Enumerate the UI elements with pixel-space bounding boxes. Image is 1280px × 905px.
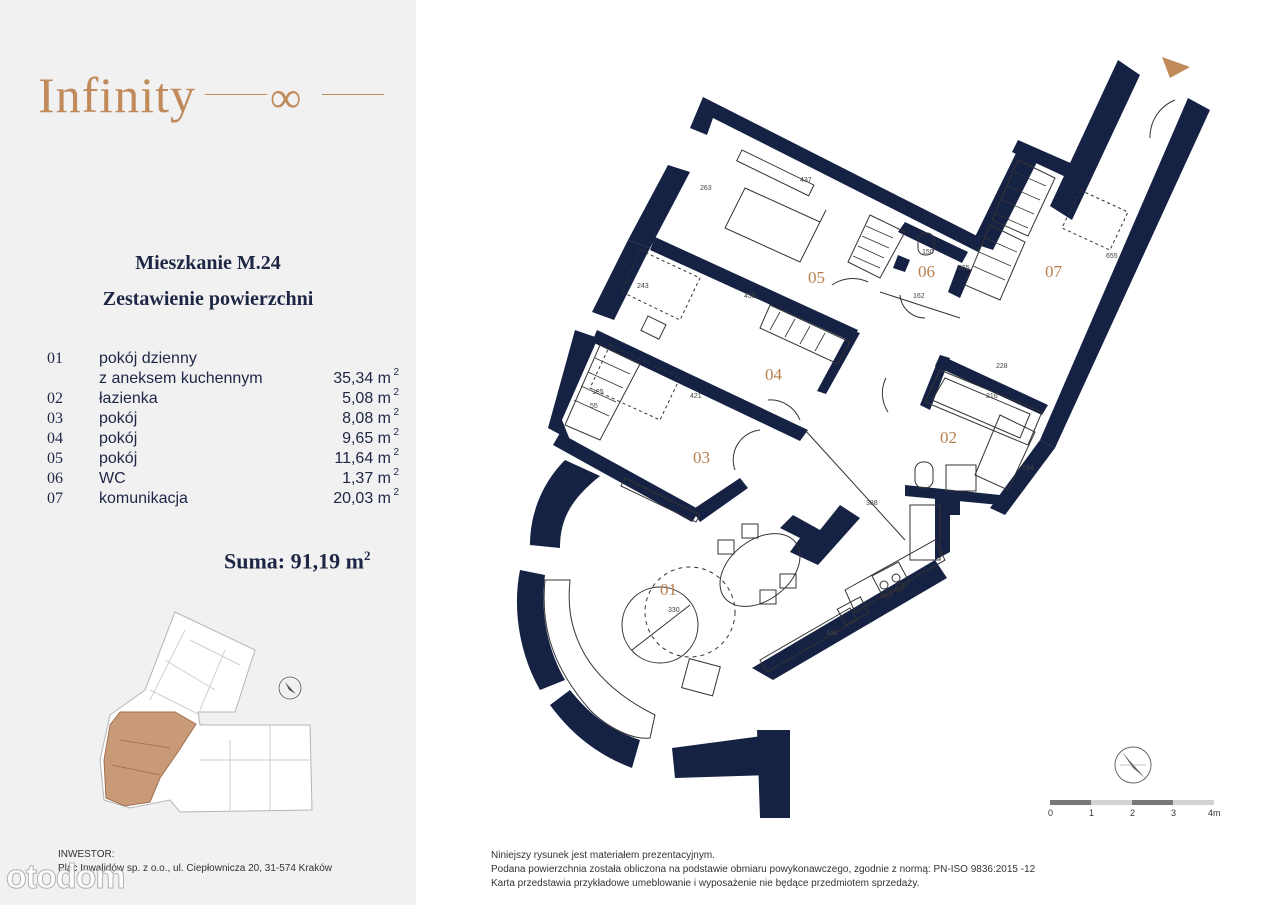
room-number: 03 [47,410,63,427]
svg-text:655: 655 [1106,253,1118,260]
room-name-cont: z aneksem kuchennym [99,370,263,387]
scale-tick: 2 [1130,808,1136,818]
room-name: łazienka [99,390,158,407]
investor-label: INWESTOR: [58,849,115,860]
room-area: 20,03 m 2 [333,487,399,507]
room-label-06: 06 [918,262,935,281]
room-label-05: 05 [808,268,825,287]
room-label-04: 04 [765,365,782,384]
total-area: Suma: 91,19 $m^2$ [224,548,371,574]
room-name: pokój [99,450,138,467]
room-area: 9,65 m 2 [342,427,399,447]
svg-text:228: 228 [996,363,1008,370]
svg-text:162: 162 [913,293,925,300]
room-label-01: 01 [660,580,677,599]
room-number: 05 [47,450,63,467]
svg-text:388: 388 [866,500,878,507]
svg-text:216: 216 [986,393,998,400]
room-number: 02 [47,390,63,407]
room-area: 35,34 m 2 [333,367,399,387]
room-number: 06 [47,470,63,487]
svg-text:435: 435 [744,293,756,300]
otodom-watermark: otodom [6,858,125,896]
svg-text:243: 243 [637,283,649,290]
apartment-title: Mieszkanie M.24 [135,252,281,274]
room-area: 1,37 m 2 [342,467,399,487]
room-name: pokój [99,410,138,427]
scale-tick: 1 [1089,808,1095,818]
scale-tick: 0 [1048,808,1054,818]
svg-text:421: 421 [690,393,702,400]
brand-logo: Infinity [38,67,196,123]
room-area: 5,08 m 2 [342,387,399,407]
room-name: komunikacja [99,490,188,507]
svg-text:330: 330 [668,607,680,614]
room-label-02: 02 [940,428,957,447]
scale-tick: 4m [1208,808,1221,818]
room-name: pokój dzienny [99,350,197,367]
room-number: 01 [47,350,63,367]
svg-text:150: 150 [922,249,934,256]
room-area: 11,64 m 2 [334,447,399,467]
disclaimer-line: Karta przedstawia przykładowe umeblowanie i wyposażenie nie będące przedmiotem sprzedaży. [491,878,920,889]
svg-text:448: 448 [826,630,838,637]
disclaimer-line: Niniejszy rysunek jest materiałem prezentacyjnym. [491,850,715,861]
investor-address: Plac Inwalidów sp. z o.o., ul. Ciepłownicza 20, 31-574 Kraków [58,863,333,874]
room-number: 07 [47,490,63,507]
svg-text:55: 55 [590,403,598,410]
scale-bar [1048,800,1221,824]
svg-text:194: 194 [1022,465,1034,472]
svg-text:437: 437 [800,177,812,184]
svg-text:263: 263 [700,185,712,192]
room-label-03: 03 [693,448,710,467]
room-name: WC [99,470,126,487]
disclaimer-line: Podana powierzchnia została obliczona na podstawie obmiaru powykonawczego, zgodnie z normą: PN-ISO 9836:2015 -12 [491,864,1036,875]
svg-text:265: 265 [958,265,970,272]
room-area: 8,08 m 2 [342,407,399,427]
scale-tick: 3 [1171,808,1177,818]
room-name: pokój [99,430,138,447]
walls [517,60,1210,818]
infinity-icon: ∞ [270,73,302,122]
room-label-07: 07 [1045,262,1062,281]
area-summary-title: Zestawienie powierzchni [102,288,314,310]
svg-text:185: 185 [592,389,604,396]
entrance-marker [1162,57,1190,78]
compass-icon [1115,747,1151,783]
room-number: 04 [47,430,63,447]
